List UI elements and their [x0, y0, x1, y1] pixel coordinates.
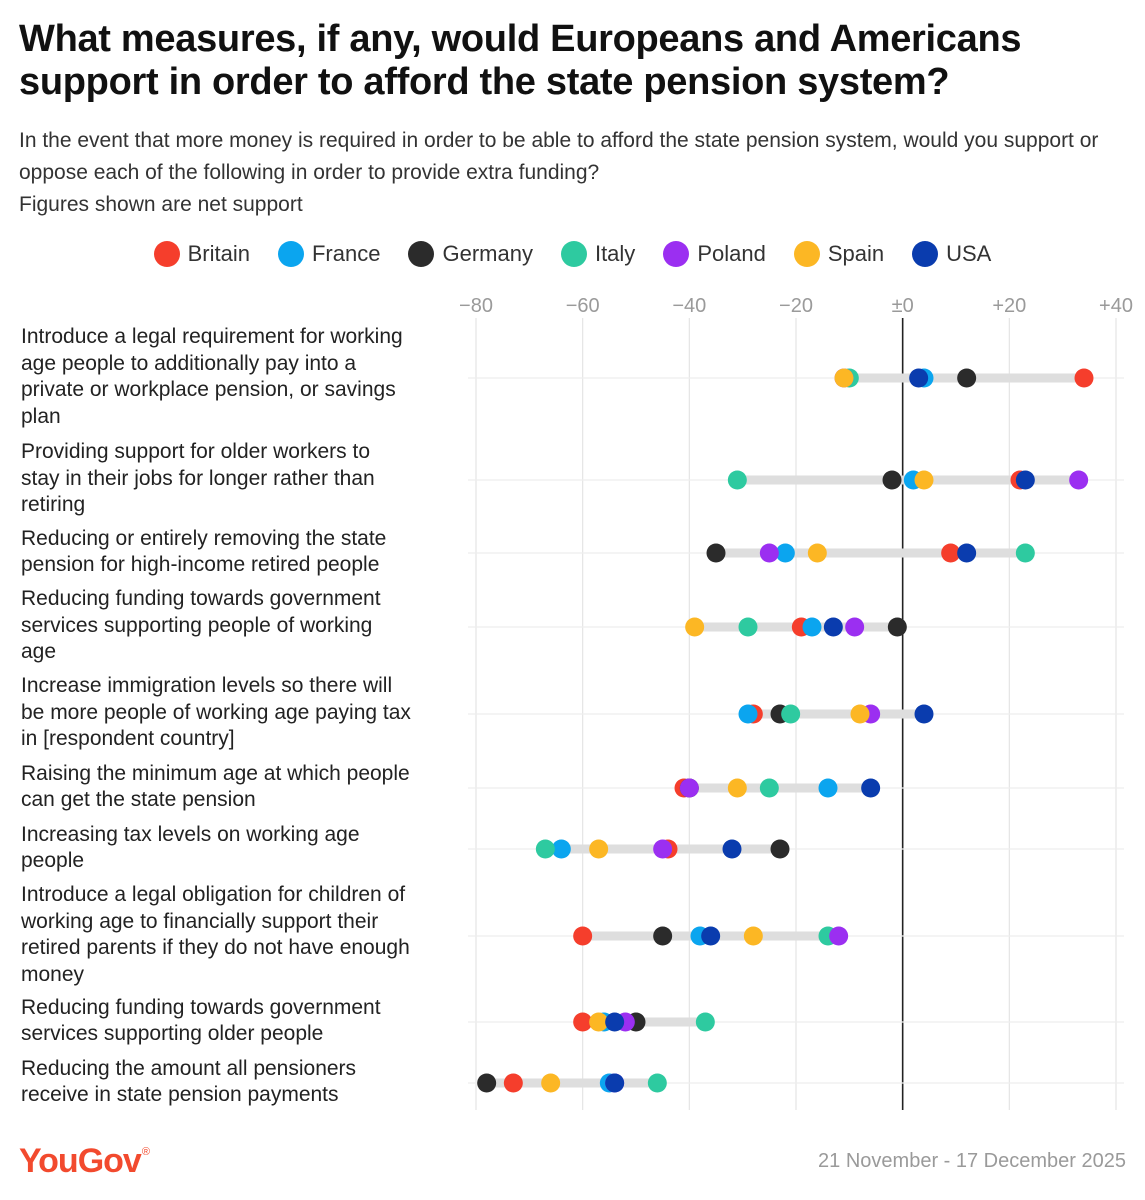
- dot-italy: [1016, 544, 1035, 563]
- tick-label: −20: [779, 295, 813, 317]
- dot-germany: [771, 840, 790, 859]
- dot-italy: [781, 705, 800, 724]
- row-label-line: Providing support for older workers to: [21, 440, 370, 464]
- legend-label-poland: Poland: [697, 241, 766, 266]
- dot-spain: [685, 618, 704, 637]
- subtitle-note: Figures shown are net support: [19, 193, 303, 216]
- tick-label: −60: [565, 295, 600, 317]
- row-label-line: services supporting people of working: [21, 613, 373, 637]
- row-label-line: people: [21, 849, 85, 872]
- logo-mark: ®: [141, 1146, 149, 1158]
- row-label-line: can get the state pension: [21, 788, 256, 811]
- row-label-line: Reducing funding towards government: [21, 995, 381, 1019]
- row-label-line: Increasing tax levels on working age: [21, 822, 360, 846]
- date-range: 21 November - 17 December 2025: [818, 1150, 1126, 1172]
- dot-italy: [760, 779, 779, 798]
- dot-britain: [1075, 369, 1094, 388]
- row-label-line: receive in state pension payments: [21, 1083, 339, 1106]
- dot-spain: [728, 779, 747, 798]
- dot-usa: [957, 544, 976, 563]
- row-label-line: Reducing the amount all pensioners: [21, 1056, 357, 1080]
- row-label-line: Introduce a legal obligation for children of: [21, 883, 406, 906]
- dot-usa: [915, 705, 934, 724]
- row-label-line: Reducing or entirely removing the state: [21, 526, 387, 550]
- dot-britain: [504, 1074, 523, 1093]
- dot-poland: [829, 927, 848, 946]
- dot-spain: [808, 544, 827, 563]
- dot-usa: [605, 1074, 624, 1093]
- dot-spain: [541, 1074, 560, 1093]
- dot-italy: [536, 840, 555, 859]
- dot-italy: [739, 618, 758, 637]
- row-label-line: Introduce a legal requirement for working: [21, 325, 403, 348]
- row-label-line: be more people of working age paying tax: [21, 700, 411, 724]
- dot-poland: [1069, 471, 1088, 490]
- dot-france: [739, 705, 758, 724]
- dot-poland: [680, 779, 699, 798]
- row-label-line: working age to financially support their: [21, 909, 379, 933]
- dot-france: [819, 779, 838, 798]
- row-label-line: private or workplace pension, or savings: [21, 378, 396, 401]
- legend-label-britain: Britain: [187, 241, 250, 266]
- dot-poland: [845, 618, 864, 637]
- dot-britain: [573, 927, 592, 946]
- dot-usa: [1016, 471, 1035, 490]
- row-label-line: money: [21, 962, 85, 986]
- tick-label: −40: [672, 295, 707, 317]
- dot-germany: [957, 369, 976, 388]
- tick-label: ±0: [891, 295, 914, 317]
- dot-usa: [824, 618, 843, 637]
- row-label-line: stay in their jobs for longer rather than: [21, 466, 375, 490]
- row-label-line: Raising the minimum age at which people: [21, 761, 410, 785]
- dot-germany: [477, 1074, 496, 1093]
- dot-spain: [851, 705, 870, 724]
- subtitle-question: In the event that more money is required in order to be able to afford the state pension system, would you support or oppose each of the following in order to provide extra funding?: [19, 129, 1099, 184]
- dot-spain: [915, 471, 934, 490]
- dot-italy: [648, 1074, 667, 1093]
- row-label-line: age people to additionally pay into a: [21, 351, 357, 375]
- row-label-line: plan: [21, 404, 61, 428]
- row-label-line: Reducing funding towards government: [21, 587, 381, 611]
- yougov-logo: [19, 1142, 149, 1181]
- dot-germany: [653, 927, 672, 946]
- row-label-line: pension for high-income retired people: [21, 553, 380, 576]
- dot-spain: [835, 369, 854, 388]
- dot-germany: [707, 544, 726, 563]
- dot-usa: [909, 369, 928, 388]
- tick-label: −80: [459, 295, 493, 317]
- dot-usa: [723, 840, 742, 859]
- row-label-line: age: [21, 640, 57, 664]
- dot-france: [803, 618, 822, 637]
- row-label-line: in [respondent country]: [21, 727, 235, 751]
- dot-germany: [888, 618, 907, 637]
- dot-spain: [589, 840, 608, 859]
- dot-italy: [696, 1013, 715, 1032]
- row-label-line: services supporting older people: [21, 1022, 324, 1045]
- dot-usa: [701, 927, 720, 946]
- legend-label-usa: USA: [946, 241, 992, 266]
- dot-usa: [861, 779, 880, 798]
- legend-label-france: France: [311, 241, 381, 266]
- logo-text: YouGov: [19, 1142, 141, 1180]
- legend-label-germany: Germany: [442, 241, 533, 266]
- tick-label: +20: [992, 295, 1027, 317]
- dot-poland: [653, 840, 672, 859]
- chart-title: What measures, if any, would Europeans and Americans support in order to afford the state pension system?: [19, 18, 1022, 103]
- row-label-line: Increase immigration levels so there will: [21, 674, 393, 698]
- legend-label-spain: Spain: [827, 241, 885, 266]
- dot-spain: [744, 927, 763, 946]
- row-label-line: retired parents if they do not have enough: [21, 936, 410, 959]
- dot-italy: [728, 471, 747, 490]
- legend-label-italy: Italy: [594, 241, 636, 266]
- tick-label: +40: [1099, 295, 1133, 317]
- row-label-line: retiring: [21, 493, 86, 517]
- dot-usa: [605, 1013, 624, 1032]
- dot-germany: [883, 471, 902, 490]
- dot-poland: [760, 544, 779, 563]
